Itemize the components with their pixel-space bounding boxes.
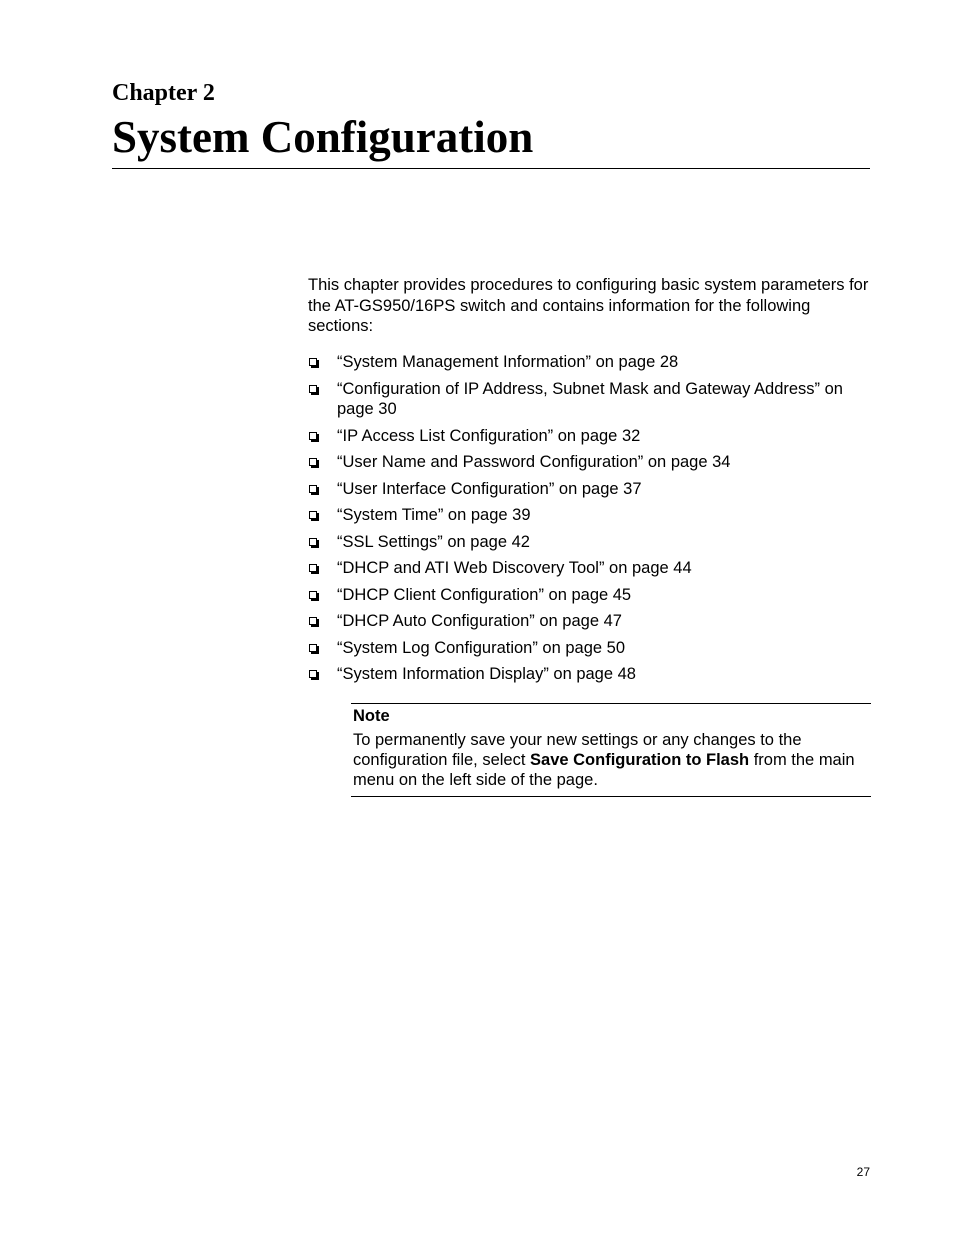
checkbox-bullet-icon [309,617,317,625]
checkbox-bullet-icon [309,432,317,440]
list-item [308,479,874,500]
list-item-text: “System Log Configuration” on page 50 [337,638,626,657]
list-item-text: “Configuration of IP Address, Subnet Mask and Gateway Address” on page 30 [337,379,843,418]
title-rule [112,168,870,169]
checkbox-bullet-icon [309,385,317,393]
list-item [308,611,874,632]
checkbox-bullet-icon [309,511,317,519]
list-item [308,532,874,553]
list-item-text: “DHCP Client Configuration” on page 45 [337,585,632,604]
list-item [308,638,874,659]
checkbox-bullet-icon [309,458,317,466]
list-item-text: “User Name and Password Configuration” on page 34 [337,453,731,471]
checkbox-bullet-icon [309,670,317,678]
note-box [351,703,871,797]
list-item-text: “System Information Display” on page 48 [337,665,636,683]
page-number: 27 [856,1165,870,1179]
list-item [308,505,874,526]
intro-paragraph: This chapter provides procedures to configuring basic system parameters for the AT-GS950/16PS switch and contains information for the following sections: [308,276,869,335]
chapter-title: System Configuration [112,112,534,162]
list-item-text: “System Time” on page 39 [337,506,531,524]
checkbox-bullet-icon [309,591,317,599]
list-item-text: “User Interface Configuration” on page 37 [337,479,642,498]
list-item-text: “DHCP Auto Configuration” on page 47 [337,612,622,630]
list-item-text: “IP Access List Configuration” on page 32 [337,426,641,445]
chapter-label: Chapter 2 [112,80,215,106]
list-item [308,664,874,685]
checkbox-bullet-icon [309,644,317,652]
checkbox-bullet-icon [309,485,317,493]
checkbox-bullet-icon [309,564,317,572]
checkbox-bullet-icon [309,538,317,546]
list-item [308,452,874,473]
note-text-before: To permanently save your new settings or any changes to the configuration file, select [353,731,802,769]
list-item [308,426,874,447]
list-item-text: “DHCP and ATI Web Discovery Tool” on page 44 [337,559,692,577]
checkbox-bullet-icon [309,358,317,366]
section-list [308,352,874,691]
list-item [308,585,874,606]
list-item-text: “SSL Settings” on page 42 [337,532,530,551]
list-item [308,352,874,373]
note-bold-menu-item: Save Configuration to Flash [530,751,750,769]
note-text [353,730,871,790]
note-heading: Note [353,707,390,725]
list-item [308,379,874,420]
note-text-after: from the main menu on the left side of the page. [353,751,855,789]
list-item-text: “System Management Information” on page 28 [337,353,679,371]
list-item [308,558,874,579]
